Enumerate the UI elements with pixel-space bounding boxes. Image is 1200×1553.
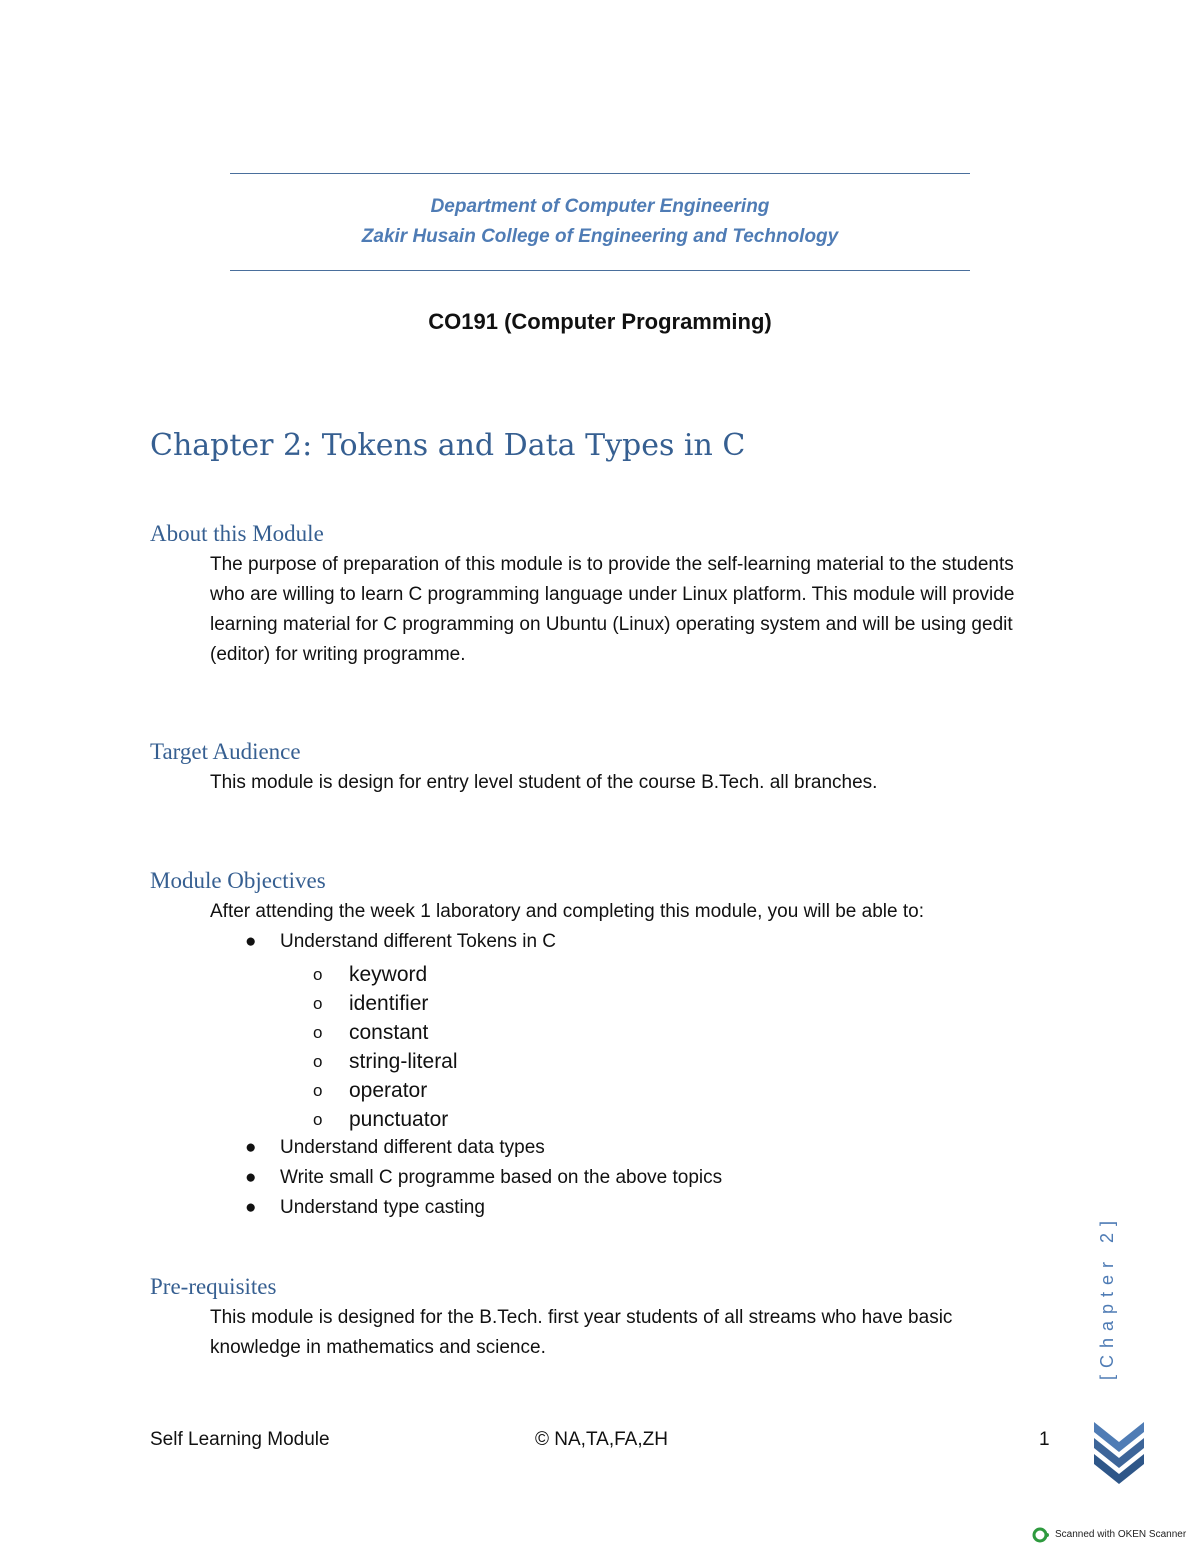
bullet-icon: ●: [245, 1197, 257, 1218]
objective-text: Write small C programme based on the above topics: [280, 1167, 723, 1188]
circle-bullet-icon: o: [313, 994, 323, 1013]
audience-heading: Target Audience: [150, 739, 301, 764]
bullet-icon: ●: [245, 1137, 257, 1158]
token-text: keyword: [349, 963, 428, 986]
about-line: who are willing to learn C programming language under Linux platform. This module will provide: [210, 584, 1015, 605]
chapter-title: Chapter 2: Tokens and Data Types in C: [150, 428, 746, 463]
header-top-rule: [230, 173, 970, 174]
chapter-side-label: [Chapter 2]: [1097, 1213, 1117, 1380]
course-title: CO191 (Computer Programming): [428, 309, 772, 334]
objective-text: Understand type casting: [280, 1197, 485, 1218]
objective-text: Understand different data types: [280, 1137, 545, 1158]
circle-bullet-icon: o: [313, 1110, 323, 1129]
college-name: Zakir Husain College of Engineering and Technology: [361, 226, 839, 247]
objectives-intro: After attending the week 1 laboratory and completing this module, you will be able to:: [210, 901, 924, 922]
about-line: The purpose of preparation of this module is to provide the self-learning material to the students: [210, 554, 1014, 575]
header-bottom-rule: [230, 270, 970, 271]
objective-text: Understand different Tokens in C: [280, 931, 557, 952]
about-line: (editor) for writing programme.: [210, 644, 466, 665]
about-paragraph: [210, 550, 1055, 670]
scanner-text: Scanned with OKEN Scanner: [1055, 1529, 1187, 1540]
double-chevron-down-icon: [1094, 1418, 1144, 1488]
prereq-paragraph: [210, 1303, 1055, 1363]
footer-left: Self Learning Module: [150, 1429, 330, 1450]
circle-bullet-icon: o: [313, 1023, 323, 1042]
prereq-heading: Pre-requisites: [150, 1274, 277, 1299]
scanner-logo-icon: [1032, 1527, 1050, 1543]
bullet-icon: ●: [245, 1167, 257, 1188]
footer-copyright: © NA,TA,FA,ZH: [535, 1429, 668, 1450]
prereq-line: This module is designed for the B.Tech. first year students of all streams who have basic: [210, 1307, 953, 1328]
prereq-line: knowledge in mathematics and science.: [210, 1337, 546, 1358]
bullet-icon: ●: [245, 931, 257, 952]
page-number: 1: [1039, 1429, 1050, 1450]
token-text: operator: [349, 1079, 428, 1102]
department-name: Department of Computer Engineering: [430, 196, 770, 217]
about-heading: About this Module: [150, 521, 324, 546]
token-text: punctuator: [349, 1108, 449, 1131]
token-text: constant: [349, 1021, 429, 1044]
objectives-heading: Module Objectives: [150, 868, 326, 893]
token-text: string-literal: [349, 1050, 458, 1073]
circle-bullet-icon: o: [313, 965, 323, 984]
token-text: identifier: [349, 992, 429, 1015]
circle-bullet-icon: o: [313, 1081, 323, 1100]
circle-bullet-icon: o: [313, 1052, 323, 1071]
about-line: learning material for C programming on Ubuntu (Linux) operating system and will be using gedit: [210, 614, 1013, 635]
audience-text: This module is design for entry level student of the course B.Tech. all branches.: [210, 772, 878, 793]
